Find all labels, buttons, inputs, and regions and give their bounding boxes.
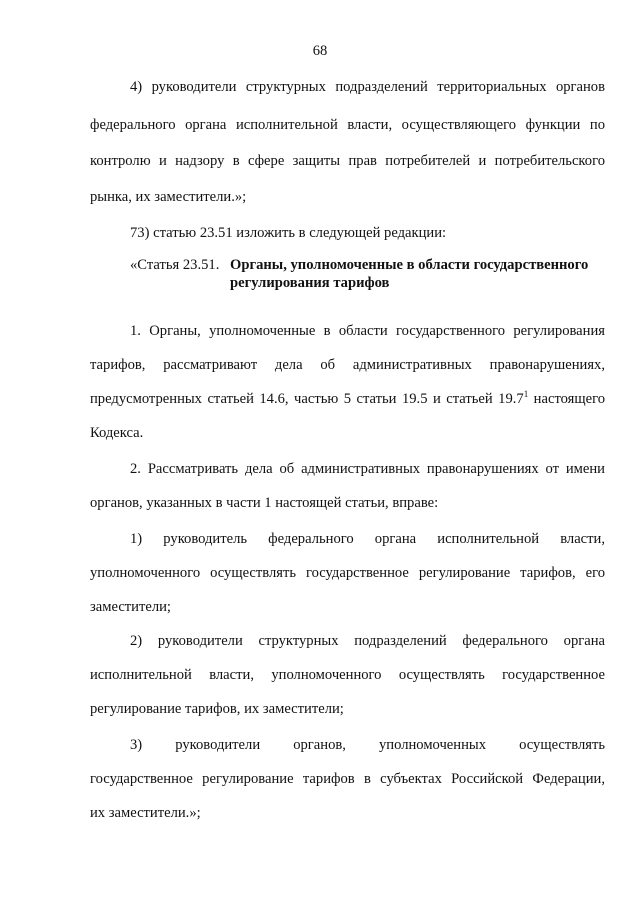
text-line: 2. Рассматривать дела об административных правонарушениях от имени — [130, 461, 605, 477]
text-line: регулирование тарифов, их заместители; — [90, 701, 344, 717]
item-73: 73) статью 23.51 изложить в следующей редакции: — [130, 225, 447, 241]
text-line: 3) руководители органов, уполномоченных осуществлять — [130, 737, 605, 753]
text-line: исполнительной власти, уполномоченного осуществлять государственное — [90, 667, 605, 683]
text-line: 1. Органы, уполномоченные в области государственного регулирования — [130, 323, 605, 339]
text-line: контролю и надзору в сфере защиты прав потребителей и потребительского — [90, 153, 605, 169]
text-line: федерального органа исполнительной власти, осуществляющего функции по — [90, 117, 605, 133]
article-title-line-1: Органы, уполномоченные в области государственного — [230, 257, 589, 273]
text-line-main: предусмотренных статьей 14.6, частью 5 статьи 19.5 и статьей 19.7 — [90, 391, 524, 407]
superscript: 1 — [523, 389, 529, 399]
article-label: «Статья 23.51. — [130, 257, 220, 273]
text-line-tail: настоящего — [528, 391, 605, 407]
text-line: 2) руководители структурных подразделений федерального органа — [130, 633, 605, 649]
text-line: государственное регулирование тарифов в субъектах Российской Федерации, — [90, 771, 605, 787]
text-line: органов, указанных в части 1 настоящей статьи, вправе: — [90, 495, 439, 511]
text-line: 1) руководитель федерального органа исполнительной власти, — [130, 531, 605, 547]
text-line: заместители; — [90, 599, 171, 615]
text-line: их заместители.»; — [90, 805, 201, 821]
text-line: 4) руководители структурных подразделений территориальных органов — [130, 79, 605, 95]
text-line: уполномоченного осуществлять государственное регулирование тарифов, его — [90, 565, 605, 581]
page-number: 68 — [312, 43, 328, 59]
text-line: рынка, их заместители.»; — [90, 189, 247, 205]
text-line: тарифов, рассматривают дела об административных правонарушениях, — [90, 357, 605, 373]
article-title-line-2: регулирования тарифов — [230, 275, 390, 291]
text-line: Кодекса. — [90, 425, 144, 441]
text-line — [90, 390, 605, 408]
